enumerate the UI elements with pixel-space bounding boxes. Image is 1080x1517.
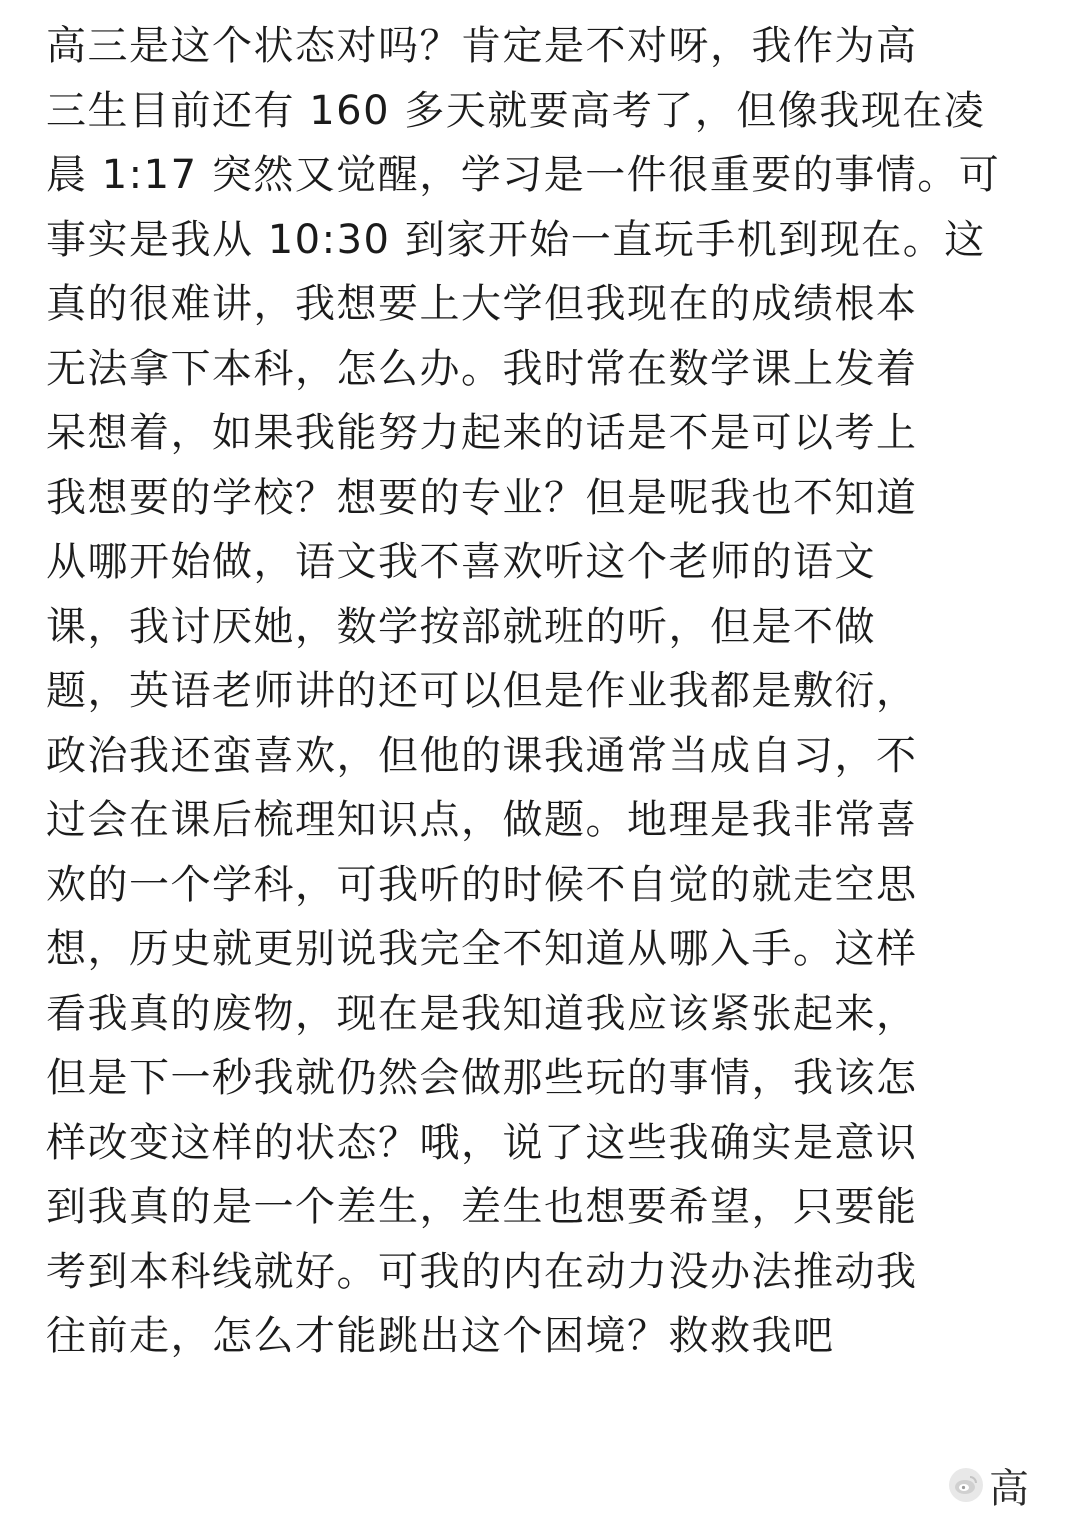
post-text-line: 想，历史就更别说我完全不知道从哪入手。这样 bbox=[46, 926, 918, 972]
post-text-line: 往前走，怎么才能跳出这个困境？救救我吧 bbox=[46, 1313, 835, 1359]
post-text-line: 欢的一个学科，可我听的时候不自觉的就走空思 bbox=[46, 861, 918, 908]
post-text-line: 无法拿下本科，怎么办。我时常在数学课上发着 bbox=[46, 345, 918, 392]
post-text-line: 政治我还蛮喜欢，但他的课我通常当成自习，不 bbox=[46, 732, 918, 779]
post-text-line: 我想要的学校？想要的专业？但是呢我也不知道 bbox=[46, 474, 918, 521]
post-text-line: 三生目前还有 160 多天就要高考了，但像我现在凌 bbox=[46, 87, 986, 134]
watermark-text: 高 bbox=[989, 1465, 1030, 1512]
post-text-line: 样改变这样的状态？哦，说了这些我确实是意识 bbox=[46, 1119, 918, 1166]
post-text-line: 课，我讨厌她，数学按部就班的听，但是不做 bbox=[46, 603, 876, 650]
post-text-line: 过会在课后梳理知识点，做题。地理是我非常喜 bbox=[46, 797, 918, 843]
post-text-line: 从哪开始做，语文我不喜欢听这个老师的语文 bbox=[46, 539, 876, 585]
post-text-line: 到我真的是一个差生，差生也想要希望，只要能 bbox=[46, 1184, 918, 1230]
post-text-line: 看我真的废物，现在是我知道我应该紧张起来， bbox=[46, 990, 918, 1037]
post-text-line: 事实是我从 10:30 到家开始一直玩手机到现在。这 bbox=[46, 216, 986, 263]
watermark bbox=[935, 1453, 1040, 1517]
post-text-line: 真的很难讲，我想要上大学但我现在的成绩根本 bbox=[46, 281, 918, 327]
post-text-line: 但是下一秒我就仍然会做那些玩的事情，我该怎 bbox=[46, 1055, 918, 1101]
post-text-line: 高三是这个状态对吗？肯定是不对呀，我作为高 bbox=[46, 23, 918, 69]
weibo-logo-icon bbox=[949, 1468, 983, 1502]
post-text-line: 呆想着，如果我能努力起来的话是不是可以考上 bbox=[46, 410, 918, 456]
post-body bbox=[46, 14, 1046, 1369]
post-text-line: 晨 1:17 突然又觉醒，学习是一件很重要的事情。可 bbox=[46, 152, 1001, 198]
post-text-line: 考到本科线就好。可我的内在动力没办法推动我 bbox=[46, 1248, 918, 1295]
post-text-line: 题，英语老师讲的还可以但是作业我都是敷衍， bbox=[46, 668, 918, 714]
